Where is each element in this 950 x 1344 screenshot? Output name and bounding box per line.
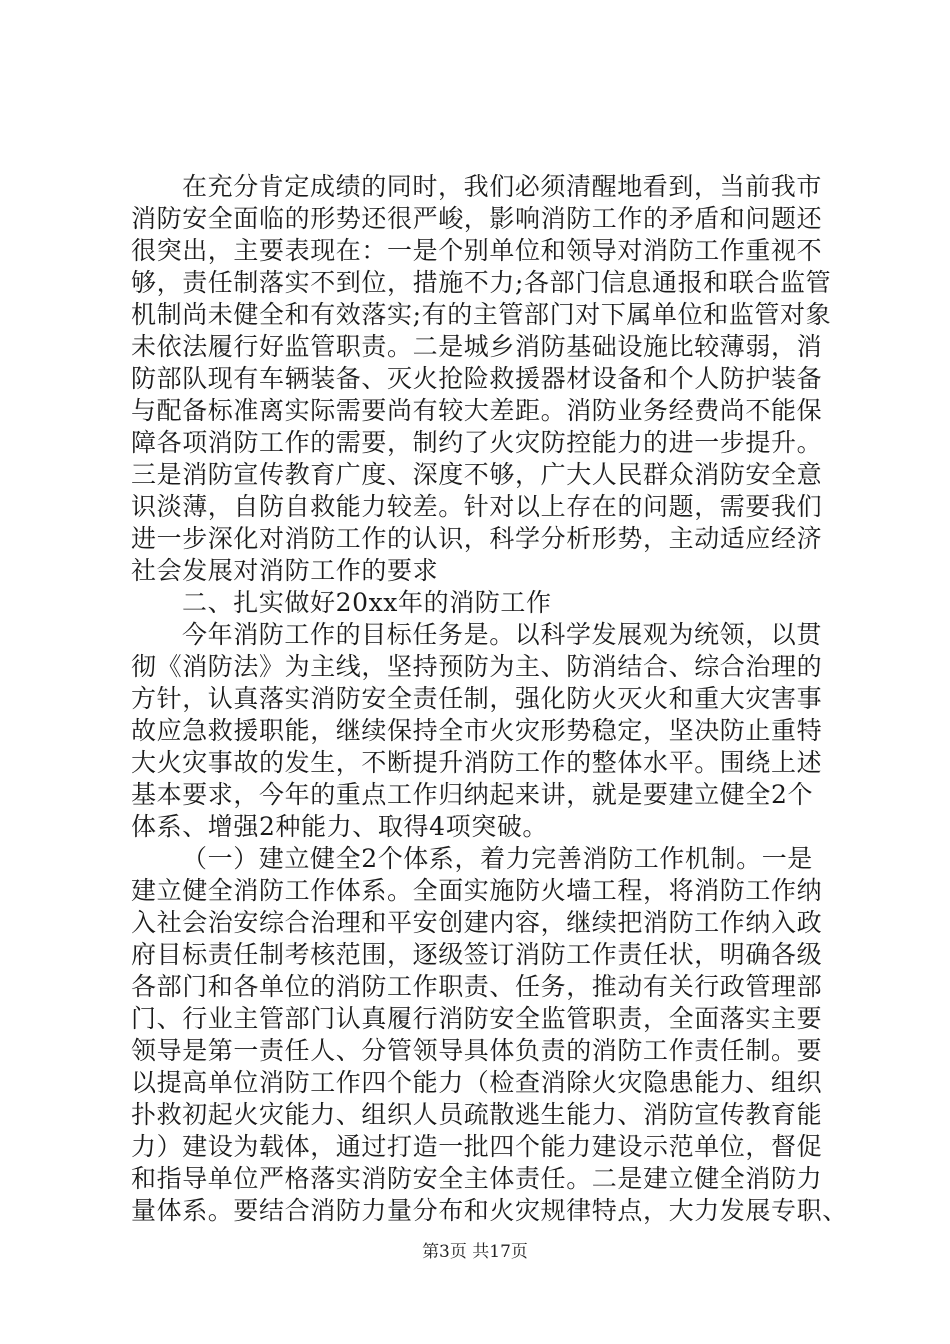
page-footer	[0, 1240, 950, 1264]
paragraph-line: 够，责任制落实不到位，措施不力;各部门信息通报和联合监管	[131, 268, 832, 297]
paragraph-line: 彻《消防法》为主线，坚持预防为主、防消结合、综合治理的	[131, 652, 823, 681]
paragraph-line: 方针，认真落实消防安全责任制，强化防火灭火和重大灾害事	[131, 684, 823, 713]
paragraph-line: 扑救初起火灾能力、组织人员疏散逃生能力、消防宣传教育能	[131, 1100, 823, 1129]
paragraph-line: 体系、增强2种能力、取得4项突破。	[131, 812, 549, 841]
paragraph-line: 领导是第一责任人、分管领导具体负责的消防工作责任制。要	[131, 1036, 823, 1065]
section-heading: 二、扎实做好20xx年的消防工作	[182, 588, 552, 617]
paragraph-line: 在充分肯定成绩的同时，我们必须清醒地看到，当前我市	[182, 172, 823, 201]
paragraph-line: 基本要求，今年的重点工作归纳起来讲，就是要建立健全2个	[131, 780, 814, 809]
paragraph-line: 门、行业主管部门认真履行消防安全监管职责，全面落实主要	[131, 1004, 823, 1033]
paragraph-line: 以提高单位消防工作四个能力（检查消除火灾隐患能力、组织	[131, 1068, 823, 1097]
paragraph-line: 入社会治安综合治理和平安创建内容，继续把消防工作纳入政	[131, 908, 823, 937]
paragraph-line: 力）建设为载体，通过打造一批四个能力建设示范单位，督促	[131, 1132, 823, 1161]
paragraph-line: 各部门和各单位的消防工作职责、任务，推动有关行政管理部	[131, 972, 823, 1001]
paragraph-line: 和指导单位严格落实消防安全主体责任。二是建立健全消防力	[131, 1164, 823, 1193]
paragraph-line: 与配备标准离实际需要尚有较大差距。消防业务经费尚不能保	[131, 396, 823, 425]
paragraph-line: 很突出，主要表现在：一是个别单位和领导对消防工作重视不	[131, 236, 823, 265]
paragraph-line: 三是消防宣传教育广度、深度不够，广大人民群众消防安全意	[131, 460, 823, 489]
paragraph-line: 量体系。要结合消防力量分布和火灾规律特点，大力发展专职、	[131, 1196, 848, 1225]
subsection-line: （一）建立健全2个体系，着力完善消防工作机制。一是	[182, 844, 813, 873]
paragraph-line: 未依法履行好监管职责。二是城乡消防基础设施比较薄弱，消	[131, 332, 823, 361]
paragraph-line: 社会发展对消防工作的要求	[131, 556, 439, 585]
body-text	[131, 171, 848, 1227]
paragraph-line: 故应急救援职能，继续保持全市火灾形势稳定，坚决防止重特	[131, 716, 823, 745]
paragraph-line: 进一步深化对消防工作的认识，科学分析形势，主动适应经济	[131, 524, 823, 553]
paragraph-line: 大火灾事故的发生，不断提升消防工作的整体水平。围绕上述	[131, 748, 823, 777]
paragraph-line: 消防安全面临的形势还很严峻，影响消防工作的矛盾和问题还	[131, 204, 823, 233]
page-number: 第3页 共17页	[422, 1242, 528, 1262]
paragraph-line: 识淡薄，自防自救能力较差。针对以上存在的问题，需要我们	[131, 492, 823, 521]
paragraph-line: 防部队现有车辆装备、灭火抢险救援器材设备和个人防护装备	[131, 364, 823, 393]
paragraph-line: 建立健全消防工作体系。全面实施防火墙工程，将消防工作纳	[131, 876, 823, 905]
paragraph-line: 府目标责任制考核范围，逐级签订消防工作责任状，明确各级	[131, 940, 823, 969]
paragraph-line: 机制尚未健全和有效落实;有的主管部门对下属单位和监管对象	[131, 300, 832, 329]
paragraph-line: 障各项消防工作的需要，制约了火灾防控能力的进一步提升。	[131, 428, 823, 457]
paragraph-line: 今年消防工作的目标任务是。以科学发展观为统领，以贯	[182, 620, 823, 649]
